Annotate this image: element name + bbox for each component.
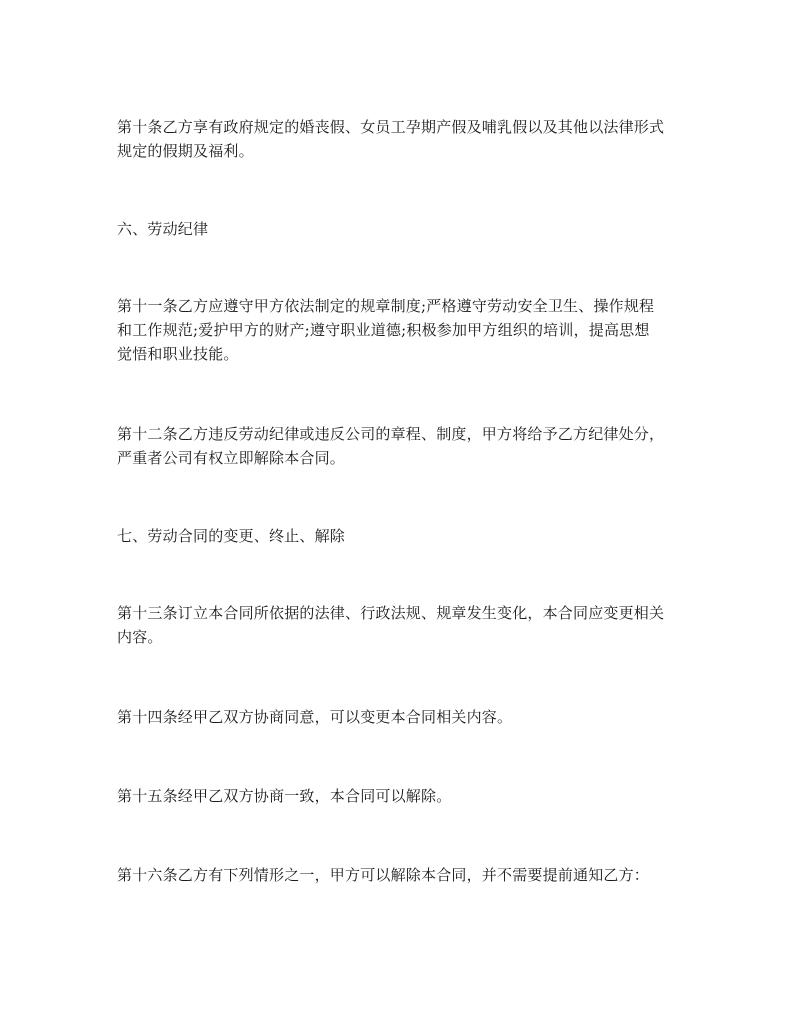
article-12-line-2: 严重者公司有权立即解除本合同。 [117, 449, 346, 467]
article-13-line-1: 第十三条订立本合同所依据的法律、行政法规、规章发生变化，本合同应变更相关 [117, 604, 665, 622]
article-16: 第十六条乙方有下列情形之一，甲方可以解除本合同，并不需要提前通知乙方： [117, 866, 650, 884]
article-11-line-2: 和工作规范;爱护甲方的财产;遵守职业道德;积极参加甲方组织的培训，提高思想 [117, 321, 650, 339]
article-11-line-3: 觉悟和职业技能。 [117, 345, 239, 363]
article-11-line-1: 第十一条乙方应遵守甲方依法制定的规章制度;严格遵守劳动安全卫生、操作规程 [117, 297, 655, 315]
article-12-line-1: 第十二条乙方违反劳动纪律或违反公司的章程、制度，甲方将给予乙方纪律处分， [117, 425, 665, 443]
article-15: 第十五条经甲乙双方协商一致，本合同可以解除。 [117, 787, 452, 805]
section-6-heading: 六、劳动纪律 [117, 220, 209, 238]
article-10-line-2: 规定的假期及福利。 [117, 142, 254, 160]
article-10-line-1: 第十条乙方享有政府规定的婚丧假、女员工孕期产假及哺乳假以及其他以法律形式 [117, 118, 665, 136]
article-14: 第十四条经甲乙双方协商同意，可以变更本合同相关内容。 [117, 708, 513, 726]
article-13-line-2: 内容。 [117, 628, 163, 646]
section-7-heading: 七、劳动合同的变更、终止、解除 [117, 527, 346, 545]
